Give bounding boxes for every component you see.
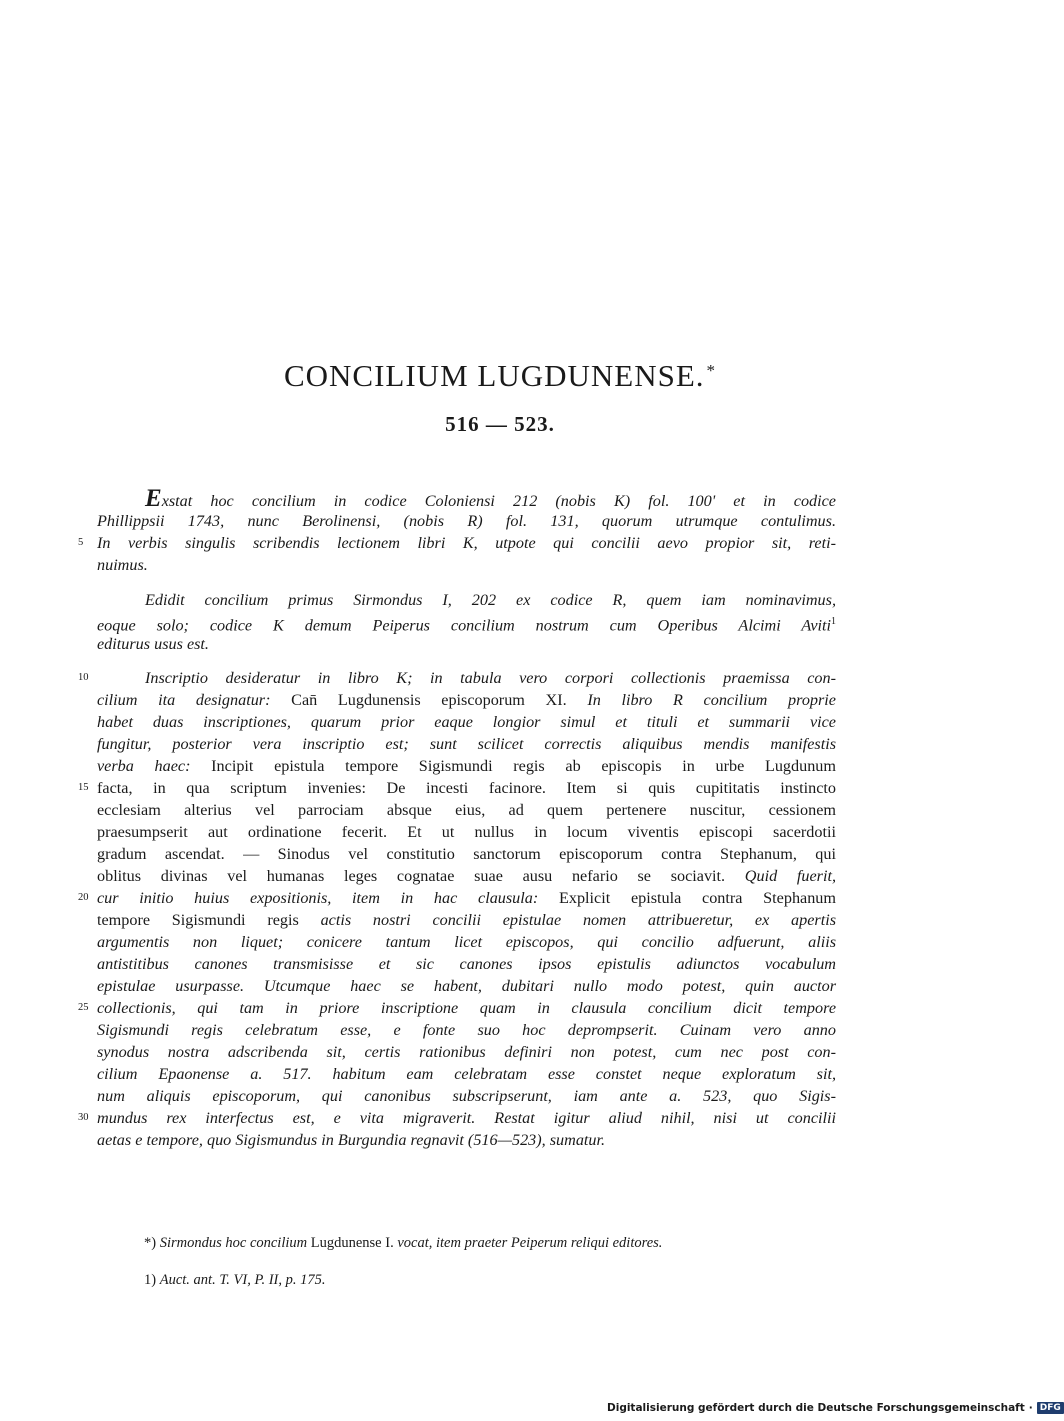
line-number: 10 — [78, 672, 89, 683]
line-text: Can̄ Lugdunensis episcoporum XI. — [291, 691, 567, 709]
footnote-mark: 1) — [144, 1272, 157, 1288]
footnote-mark: *) — [144, 1235, 157, 1251]
dfg-logo: DFG — [1037, 1402, 1064, 1414]
text-line: Inscriptio desideratur in libro K; in tabula vero corpori collectionis praemissa con- — [145, 669, 836, 687]
text-line — [97, 485, 836, 512]
text-line: epistulae usurpasse. Utcumque haec se habent, dubitari nullo modo potest, quin auctor — [97, 977, 836, 995]
line-text: oblitus divinas vel humanas leges cognatae suae ausu nefario se sociavit. — [97, 867, 726, 885]
line-text: xstat hoc concilium in codice Coloniensi 212 (nobis K) fol. 100' et in codice — [161, 492, 836, 510]
text-line: editurus usus est. — [97, 635, 209, 653]
line-text: actis nostri concilii epistulae nomen attribueretur, ex apertis — [320, 911, 837, 929]
drop-capital: E — [145, 485, 162, 512]
line-text: Incipit epistula tempore Sigismundi regis ab episcopis in urbe Lugdunum — [211, 757, 836, 775]
page-title — [0, 358, 1000, 394]
text-line: Phillippsii 1743, nunc Berolinensi, (nobis R) fol. 131, quorum utrumque contulimus. — [97, 512, 836, 530]
footnote-ref: 1 — [831, 616, 836, 627]
footnote — [144, 1270, 326, 1290]
text-line — [97, 689, 836, 711]
text-line: praesumpserit aut ordinatione fecerit. Et ut nullus in locum viventis episcopi sacerdotii — [97, 823, 836, 841]
text-line: cilium Epaonense a. 517. habitum eam celebratam esse constet neque exploratum sit, — [97, 1065, 836, 1083]
text-line: collectionis, qui tam in priore inscriptione quam in clausula concilium dicit tempore — [97, 999, 836, 1017]
line-text: tempore Sigismundi regis — [97, 911, 299, 929]
footnote-text: Lugdunense I. — [310, 1235, 394, 1251]
line-number: 20 — [78, 892, 89, 903]
line-number: 5 — [78, 537, 84, 548]
line-number: 15 — [78, 782, 89, 793]
line-number: 30 — [78, 1112, 89, 1123]
text-line: antistitibus canones transmisisse et sic canones ipsos epistulis adiunctos vocabulum — [97, 955, 836, 973]
text-line: habet duas inscriptiones, quarum prior eaque longior simul et tituli et summarii vice — [97, 713, 836, 731]
line-text: Explicit epistula contra Stephanum — [558, 889, 836, 907]
text-line: aetas e tempore, quo Sigismundus in Burgundia regnavit (516—523), sumatur. — [97, 1131, 606, 1149]
footnote — [144, 1233, 662, 1253]
title-text: CONCILIUM LUGDUNENSE. — [283, 358, 705, 393]
line-text: cilium ita designatur: — [97, 691, 271, 709]
text-line — [97, 865, 836, 887]
text-line: ecclesiam alterius vel parrociam absque eius, ad quem pertenere nuscitur, cessionem — [97, 801, 836, 819]
text-line: mundus rex interfectus est, e vita migraverit. Restat igitur aliud nihil, nisi ut concilii — [97, 1109, 836, 1127]
footer-text: Digitalisierung gefördert durch die Deutsche Forschungsgemeinschaft — [607, 1402, 1025, 1414]
date-range: 516 — 523. — [445, 412, 555, 436]
text-line: num aliquis episcoporum, qui canonibus subscripserunt, iam ante a. 523, quo Sigis- — [97, 1087, 836, 1105]
line-text: In libro R concilium proprie — [587, 691, 836, 709]
text-line: argumentis non liquet; conicere tantum licet episcopos, qui concilio adfuerunt, aliis — [97, 933, 836, 951]
text-line: gradum ascendat. — Sinodus vel constitutio sanctorum episcoporum contra Stephanum, qui — [97, 845, 836, 863]
text-line — [97, 611, 836, 633]
footer-separator: · — [1028, 1402, 1033, 1414]
footnote-text: vocat, item praeter Peiperum reliqui editores. — [397, 1235, 663, 1251]
digitization-footer — [607, 1402, 1064, 1414]
line-text: verba haec: — [97, 757, 191, 775]
text-line: Sigismundi regis celebratum esse, e fonte suo hoc deprompserit. Cuinam vero anno — [97, 1021, 836, 1039]
text-line — [97, 887, 836, 909]
text-line: nuimus. — [97, 556, 148, 574]
line-text: eoque solo; codice K demum Peiperus concilium nostrum cum Operibus Alcimi Aviti — [97, 616, 831, 635]
text-line: fungitur, posterior vera inscriptio est; sunt scilicet correctis aliquibus mendis manifestis — [97, 735, 836, 753]
line-text: Quid fuerit, — [744, 867, 836, 885]
text-line: Edidit concilium primus Sirmondus I, 202 ex codice R, quem iam nominavimus, — [145, 591, 836, 609]
title-footnote-mark: * — [706, 361, 717, 380]
line-number: 25 — [78, 1002, 89, 1013]
text-line: synodus nostra adscribenda sit, certis rationibus definiri non potest, cum nec post con- — [97, 1043, 836, 1061]
text-line — [97, 755, 836, 777]
footnote-text: Sirmondus hoc concilium — [159, 1235, 308, 1251]
text-line: In verbis singulis scribendis lectionem libri K, utpote qui concilii aevo propior sit, reti- — [97, 534, 836, 552]
footnote-text: Auct. ant. T. VI, P. II, p. 175. — [159, 1272, 326, 1288]
text-line — [97, 909, 836, 931]
line-text: cur initio huius expositionis, item in hac clausula: — [97, 889, 539, 907]
text-line: facta, in qua scriptum invenies: De incesti facinore. Item si quis cupititatis instincto — [97, 779, 836, 797]
